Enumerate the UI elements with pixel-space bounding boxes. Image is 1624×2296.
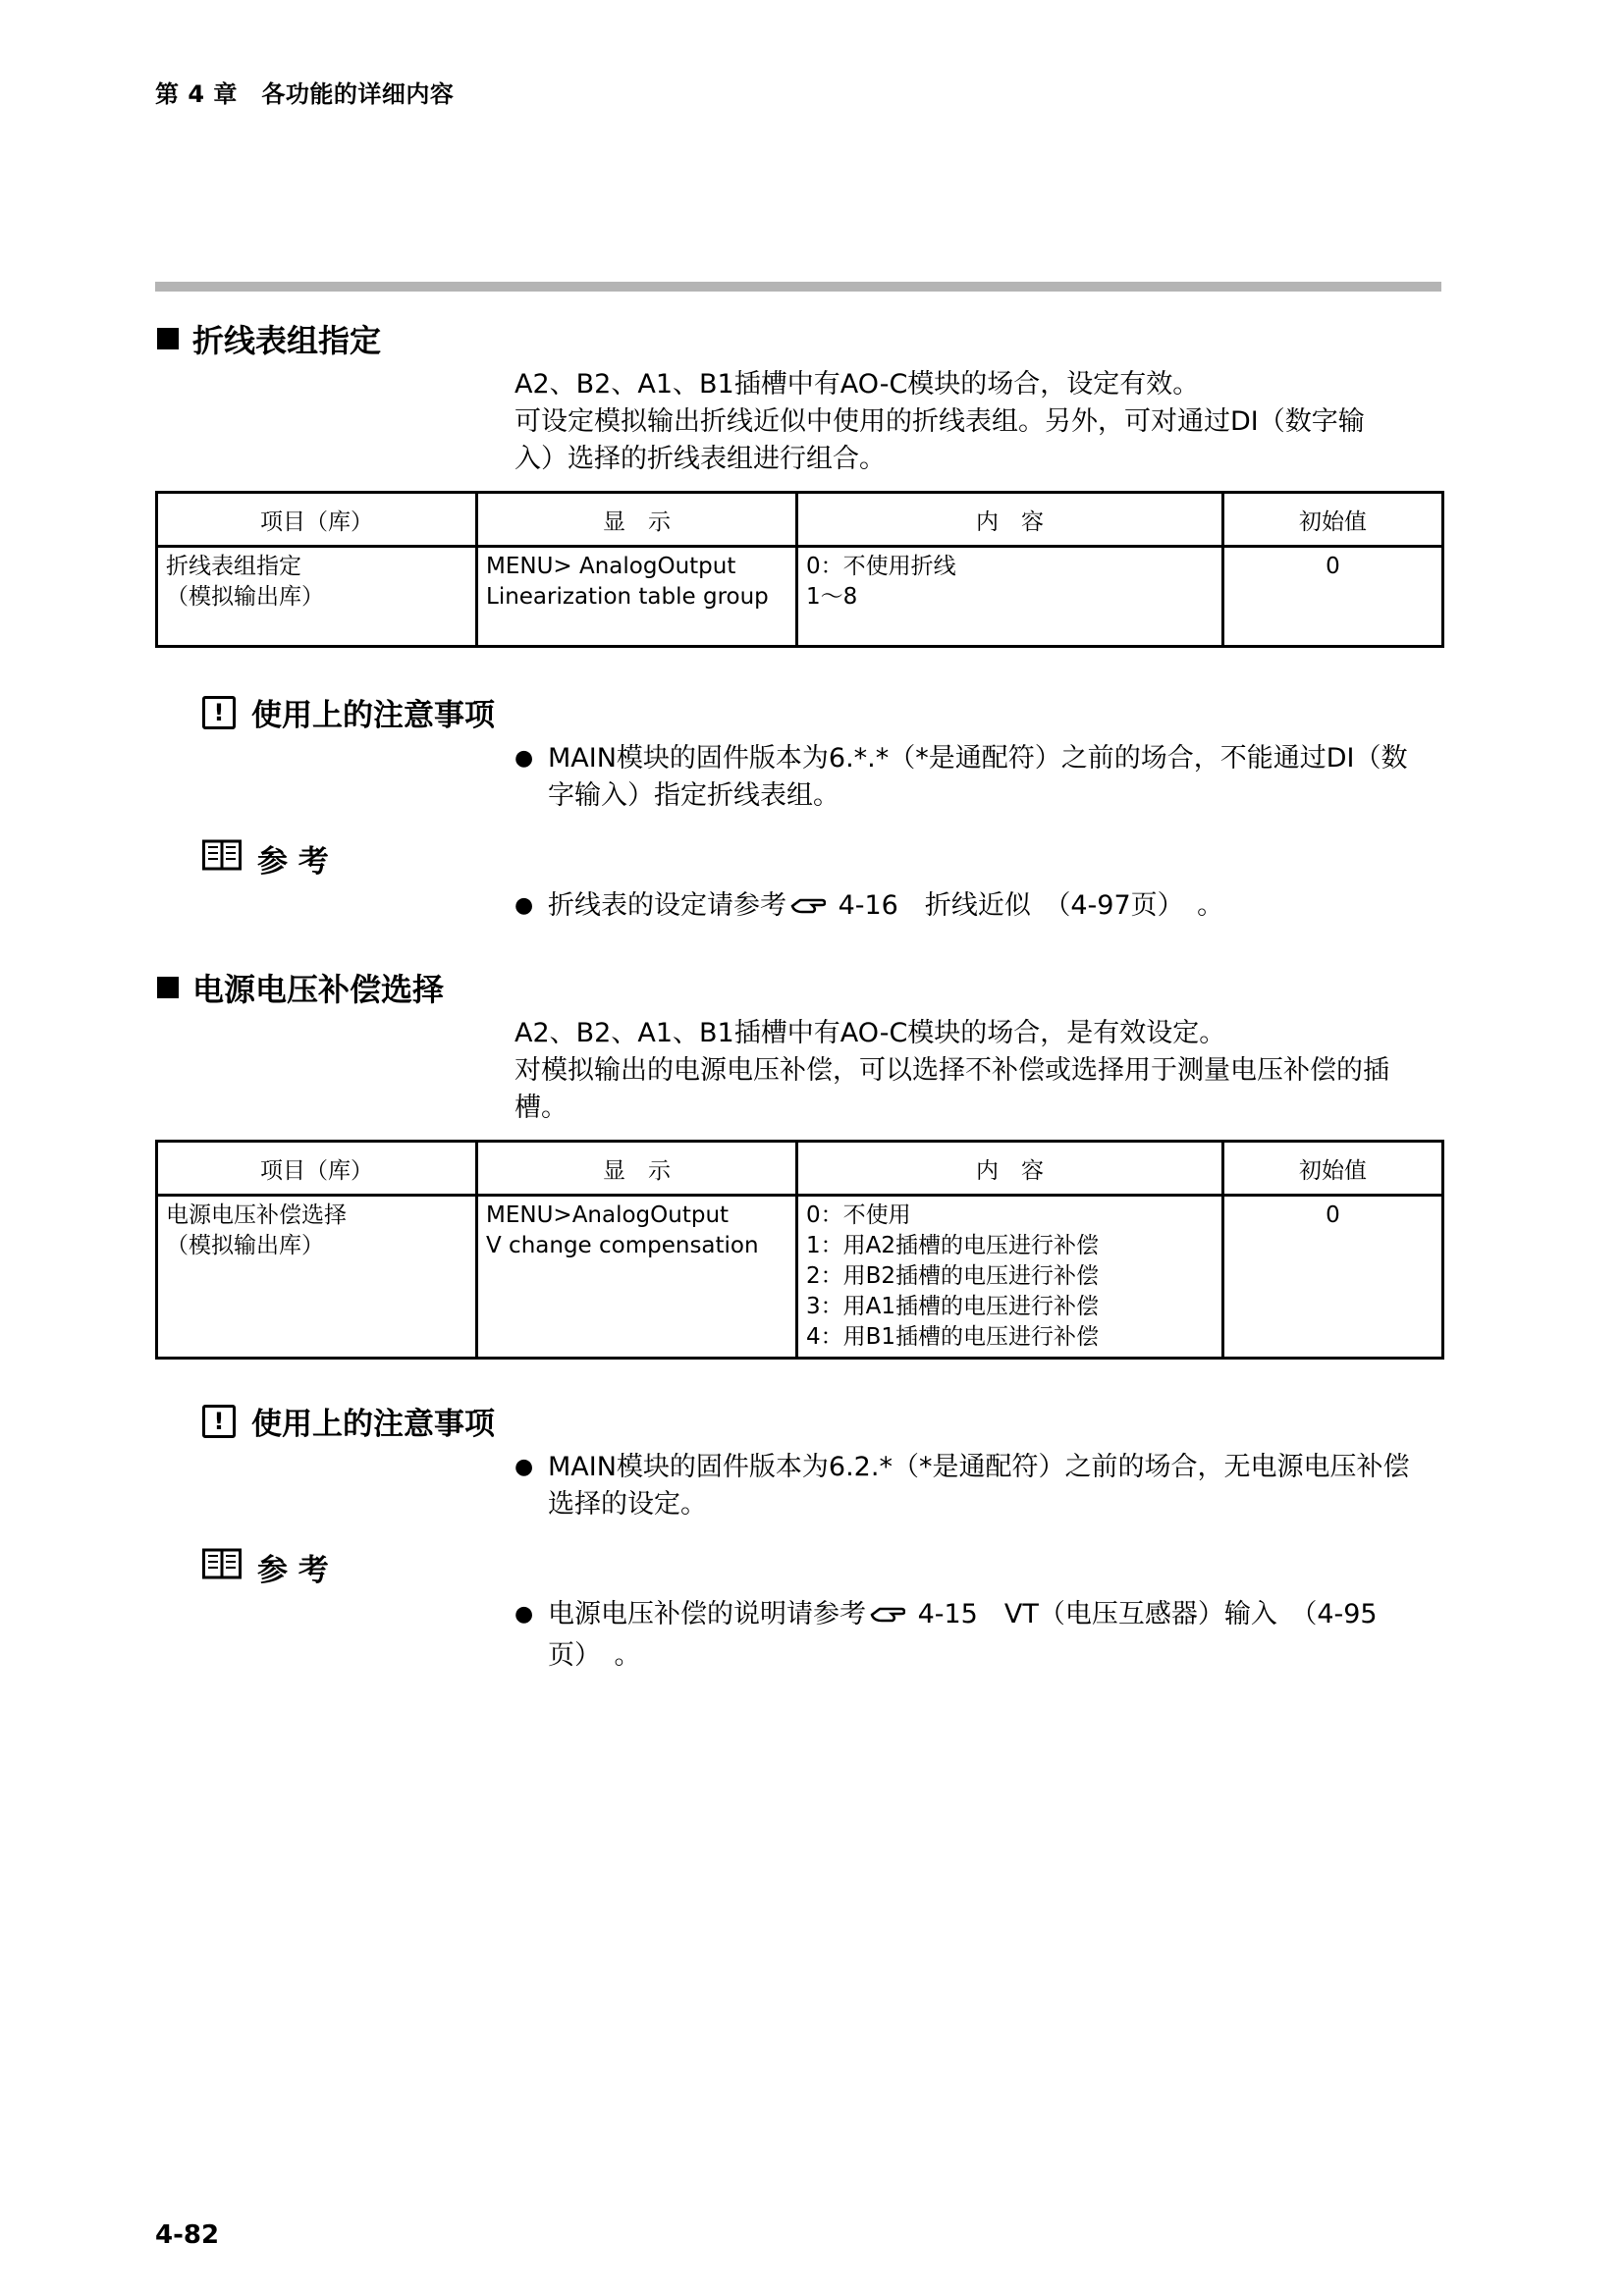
display-cell: MENU> AnalogOutput Linearization table group xyxy=(477,547,797,647)
item-cell: 折线表组指定 （模拟输出库） xyxy=(157,547,477,647)
settings-table xyxy=(155,491,1444,648)
bullet-dot-icon: ● xyxy=(514,746,534,771)
column-header: 项目（库） xyxy=(157,493,477,547)
open-book-icon xyxy=(202,837,242,881)
exclamation-box-icon: ! xyxy=(202,696,236,729)
square-bullet-icon xyxy=(157,977,179,998)
column-header: 内 容 xyxy=(797,493,1223,547)
section-description: A2、B2、A1、B1插槽中有AO-C模块的场合，是有效设定。 对模拟输出的电源电压补偿，可以选择不补偿或选择用于测量电压补偿的插 槽。 xyxy=(514,1018,1389,1123)
table-row xyxy=(157,1196,1443,1359)
pointing-hand-icon xyxy=(870,1600,905,1637)
caution-bullet: ● MAIN模块的固件版本为6.2.*（*是通配符）之前的场合，无电源电压补偿 选择的设定。 xyxy=(514,1449,1441,1523)
display-cell: MENU>AnalogOutput V change compensation xyxy=(477,1196,797,1359)
reference-heading: 参 考 xyxy=(202,1545,329,1589)
table-header-row xyxy=(157,493,1443,547)
chapter-header: 第 4 章 各功能的详细内容 xyxy=(155,80,455,108)
section-title-voltage-compensation: 电源电压补偿选择 xyxy=(157,965,444,1010)
reference-bullet: ● 折线表的设定请参考 4-16 折线近似 （4-97页） 。 xyxy=(514,887,1441,929)
initial-value-cell: 0 xyxy=(1223,547,1443,647)
column-header: 显 示 xyxy=(477,1142,797,1196)
column-header: 内 容 xyxy=(797,1142,1223,1196)
settings-table xyxy=(155,1140,1444,1360)
open-book-icon xyxy=(202,1546,242,1589)
section-divider xyxy=(155,282,1441,292)
bullet-dot-icon: ● xyxy=(514,893,534,918)
column-header: 显 示 xyxy=(477,493,797,547)
exclamation-box-icon: ! xyxy=(202,1405,236,1438)
content-cell: 0：不使用 1：用A2插槽的电压进行补偿 2：用B2插槽的电压进行补偿 3：用A1插槽的电压进行补偿 4：用B1插槽的电压进行补偿 xyxy=(797,1196,1223,1359)
pointing-hand-icon xyxy=(790,891,826,929)
reference-bullet: ● 电源电压补偿的说明请参考 4-15 VT（电压互感器）输入 （4-95 页） 。 xyxy=(514,1596,1441,1675)
column-header: 初始值 xyxy=(1223,1142,1443,1196)
column-header: 初始值 xyxy=(1223,493,1443,547)
page-number: 4-82 xyxy=(155,2220,220,2250)
column-header: 项目（库） xyxy=(157,1142,477,1196)
bullet-dot-icon: ● xyxy=(514,1455,534,1479)
section-description: A2、B2、A1、B1插槽中有AO-C模块的场合，设定有效。 可设定模拟输出折线近似中使用的折线表组。另外，可对通过DI（数字输 入）选择的折线表组进行组合。 xyxy=(514,369,1365,474)
table-header-row xyxy=(157,1142,1443,1196)
caution-bullet: ● MAIN模块的固件版本为6.*.*（*是通配符）之前的场合，不能通过DI（数 字输入）指定折线表组。 xyxy=(514,740,1441,815)
caution-heading: ! 使用上的注意事项 xyxy=(202,1399,495,1443)
caution-heading: ! 使用上的注意事项 xyxy=(202,690,495,734)
reference-heading: 参 考 xyxy=(202,836,329,881)
content-cell: 0：不使用折线 1～8 xyxy=(797,547,1223,647)
section-title-linearization: 折线表组指定 xyxy=(157,316,381,361)
bullet-dot-icon: ● xyxy=(514,1602,534,1627)
initial-value-cell: 0 xyxy=(1223,1196,1443,1359)
item-cell: 电源电压补偿选择 （模拟输出库） xyxy=(157,1196,477,1359)
table-row xyxy=(157,547,1443,647)
square-bullet-icon xyxy=(157,328,179,349)
